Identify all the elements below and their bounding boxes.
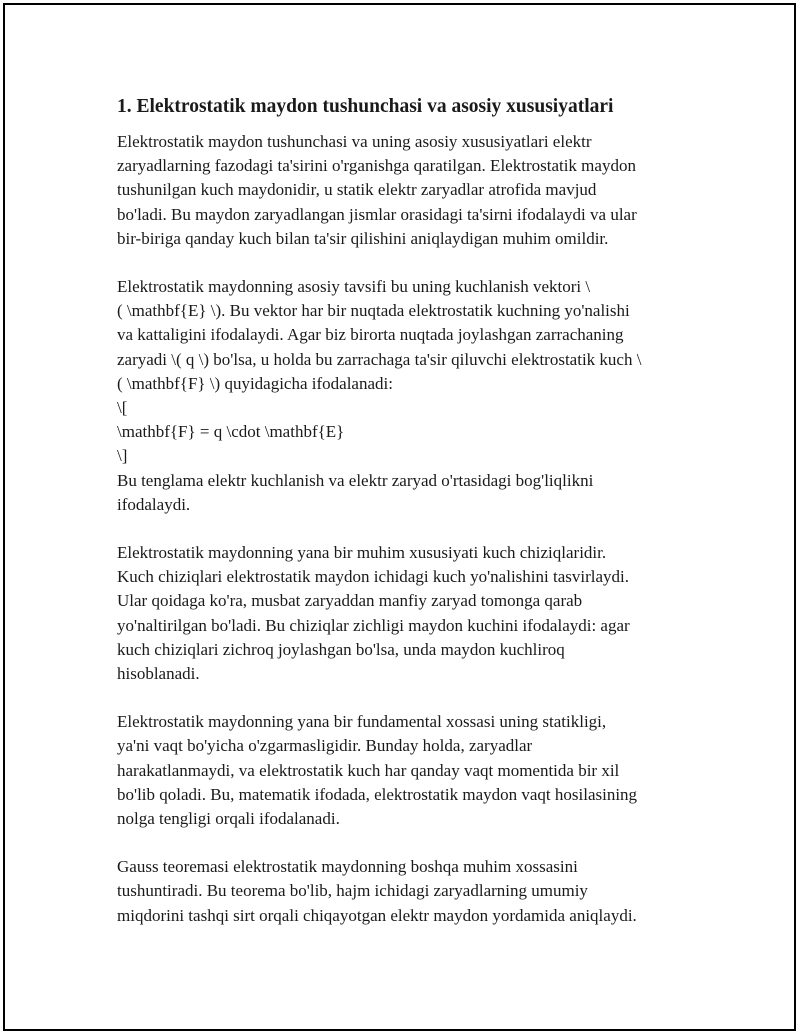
text-line: ( \mathbf{F} \) quyidagicha ifodalanadi:	[117, 373, 393, 393]
text-line: tushunilgan kuch maydonidir, u statik elektr zaryadlar atrofida mavjud	[117, 180, 597, 200]
text-line: bo'ladi. Bu maydon zaryadlangan jismlar orasidagi ta'sirni ifodalaydi va ular	[117, 204, 637, 224]
text-line: nolga tengligi orqali ifodalanadi.	[117, 809, 340, 829]
formula-close: \]	[117, 446, 128, 466]
text-line: ya'ni vaqt bo'yicha o'zgarmasligidir. Bunday holda, zaryadlar	[117, 736, 533, 756]
text-line: va kattaligini ifodalaydi. Agar biz birorta nuqtada joylashgan zarrachaning	[117, 325, 624, 345]
text-line: ifodalaydi.	[117, 494, 191, 514]
formula-open: \[	[117, 398, 128, 418]
paragraph-4	[117, 710, 697, 831]
text-line: Elektrostatik maydonning yana bir fundamental xossasi uning statikligi,	[117, 712, 607, 732]
text-line: bir-biriga qanday kuch bilan ta'sir qilishini aniqlaydigan muhim omildir.	[117, 228, 609, 248]
section-title: 1. Elektrostatik maydon tushunchasi va asosiy xususiyatlari	[117, 96, 614, 117]
document-body	[117, 94, 697, 952]
text-line: hisoblanadi.	[117, 664, 200, 684]
text-line: Gauss teoremasi elektrostatik maydonning boshqa muhim xossasini	[117, 857, 578, 877]
text-line: Elektrostatik maydon tushunchasi va uning asosiy xususiyatlari elektr	[117, 132, 592, 151]
text-line: bo'lib qoladi. Bu, matematik ifodada, elektrostatik maydon vaqt hosilasining	[117, 784, 638, 804]
paragraph-3	[117, 541, 697, 686]
formula-line: \mathbf{F} = q \cdot \mathbf{E}	[117, 422, 345, 442]
text-line: Ular qoidaga ko'ra, musbat zaryaddan manfiy zaryad tomonga qarab	[117, 591, 583, 611]
text-line: Elektrostatik maydonning asosiy tavsifi bu uning kuchlanish vektori \	[117, 277, 591, 297]
text-line: kuch chiziqlari zichroq joylashgan bo'lsa, unda maydon kuchliroq	[117, 639, 565, 659]
text-line: harakatlanmaydi, va elektrostatik kuch har qanday vaqt momentida bir xil	[117, 760, 620, 780]
text-line: Kuch chiziqlari elektrostatik maydon ichidagi kuch yo'nalishini tasvirlaydi.	[117, 567, 629, 587]
text-line: miqdorini tashqi sirt orqali chiqayotgan elektr maydon yordamida aniqlaydi.	[117, 905, 637, 925]
paragraph-1	[117, 130, 697, 251]
text-line: Elektrostatik maydonning yana bir muhim xususiyati kuch chiziqlaridir.	[117, 543, 607, 563]
text-line: Bu tenglama elektr kuchlanish va elektr zaryad o'rtasidagi bog'liqlikni	[117, 470, 594, 490]
paragraph-5	[117, 855, 697, 928]
text-line: ( \mathbf{E} \). Bu vektor har bir nuqtada elektrostatik kuchning yo'nalishi	[117, 301, 630, 321]
text-line: zaryadi \( q \) bo'lsa, u holda bu zarrachaga ta'sir qiluvchi elektrostatik kuch \	[117, 349, 642, 369]
text-line: yo'naltirilgan bo'ladi. Bu chiziqlar zichligi maydon kuchini ifodalaydi: agar	[117, 615, 630, 635]
text-line: zaryadlarning fazodagi ta'sirini o'rganishga qaratilgan. Elektrostatik maydon	[117, 156, 636, 176]
text-line: tushuntiradi. Bu teorema bo'lib, hajm ichidagi zaryadlarning umumiy	[117, 881, 588, 901]
paragraph-2	[117, 275, 697, 517]
